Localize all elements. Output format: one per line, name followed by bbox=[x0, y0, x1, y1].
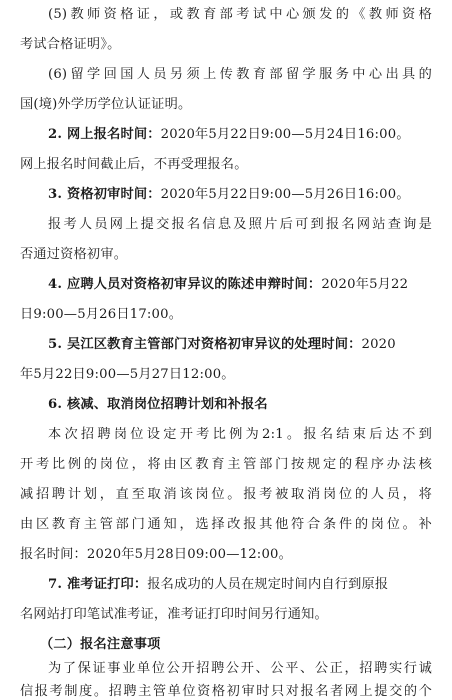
section-line bbox=[48, 186, 432, 203]
text-line: 信报考制度。招聘主管单位资格初审时只对报名者网上提交的个 bbox=[20, 684, 432, 699]
text-line: 考试合格证明》。 bbox=[20, 37, 121, 52]
text-line: 为了保证事业单位公开招聘公开、公平、公正，招聘实行诚 bbox=[48, 661, 432, 676]
section-line bbox=[48, 576, 432, 593]
text-line: 名网站打印笔试准考证，准考证打印时间另行通知。 bbox=[20, 607, 328, 622]
text-line: (6)留学回国人员另须上传教育部留学服务中心出具的 bbox=[48, 67, 432, 82]
text-line: 报名时间：2020年5月28日09:00—12:00。 bbox=[20, 547, 293, 562]
text-line: 网上报名时间截止后，不再受理报名。 bbox=[20, 157, 248, 172]
text-line: 报考人员网上提交报名信息及照片后可到报名网站查询是 bbox=[48, 217, 432, 232]
section-heading: 6. 核减、取消岗位招聘计划和补报名 bbox=[48, 397, 268, 412]
text-line: 减招聘计划，直至取消该岗位。报考被取消岗位的人员，将 bbox=[20, 487, 432, 502]
text-line: 由区教育主管部门通知，选择改报其他符合条件的岗位。补 bbox=[20, 517, 432, 532]
text-line: 开考比例的岗位，将由区教育主管部门按规定的程序办法核 bbox=[20, 457, 432, 472]
text-line: 日9:00—5月26日17:00。 bbox=[20, 307, 183, 322]
section-text: 2020年5月22日9:00—5月24日16:00。 bbox=[160, 127, 410, 142]
section-heading: 2. 网上报名时间： bbox=[48, 127, 161, 142]
subsection-heading: （二）报名注意事项 bbox=[40, 637, 161, 652]
section-heading: 3. 资格初审时间： bbox=[48, 187, 161, 202]
section-text: 2020年5月22 bbox=[321, 277, 409, 292]
text-line: 年5月22日9:00—5月27日12:00。 bbox=[20, 367, 235, 382]
text-line: 否通过资格初审。 bbox=[20, 247, 128, 262]
section-line bbox=[48, 336, 432, 353]
text-line: 国(境)外学历学位认证证明。 bbox=[20, 97, 192, 112]
section-text: 2020 bbox=[361, 337, 396, 352]
text-line: 本次招聘岗位设定开考比例为2:1。报名结束后达不到 bbox=[48, 427, 432, 442]
subsection-line bbox=[40, 636, 432, 653]
section-text: 报名成功的人员在规定时间内自行到原报 bbox=[147, 577, 389, 592]
section-line bbox=[48, 276, 432, 293]
section-heading: 4. 应聘人员对资格初审异议的陈述申辩时间： bbox=[48, 277, 322, 292]
text-line: (5)教师资格证，或教育部考试中心颁发的《教师资格 bbox=[48, 7, 432, 22]
section-line bbox=[48, 396, 432, 413]
section-line bbox=[48, 126, 432, 143]
section-heading: 5. 吴江区教育主管部门对资格初审异议的处理时间： bbox=[48, 337, 362, 352]
section-text: 2020年5月22日9:00—5月26日16:00。 bbox=[160, 187, 410, 202]
section-heading: 7. 准考证打印： bbox=[48, 577, 148, 592]
